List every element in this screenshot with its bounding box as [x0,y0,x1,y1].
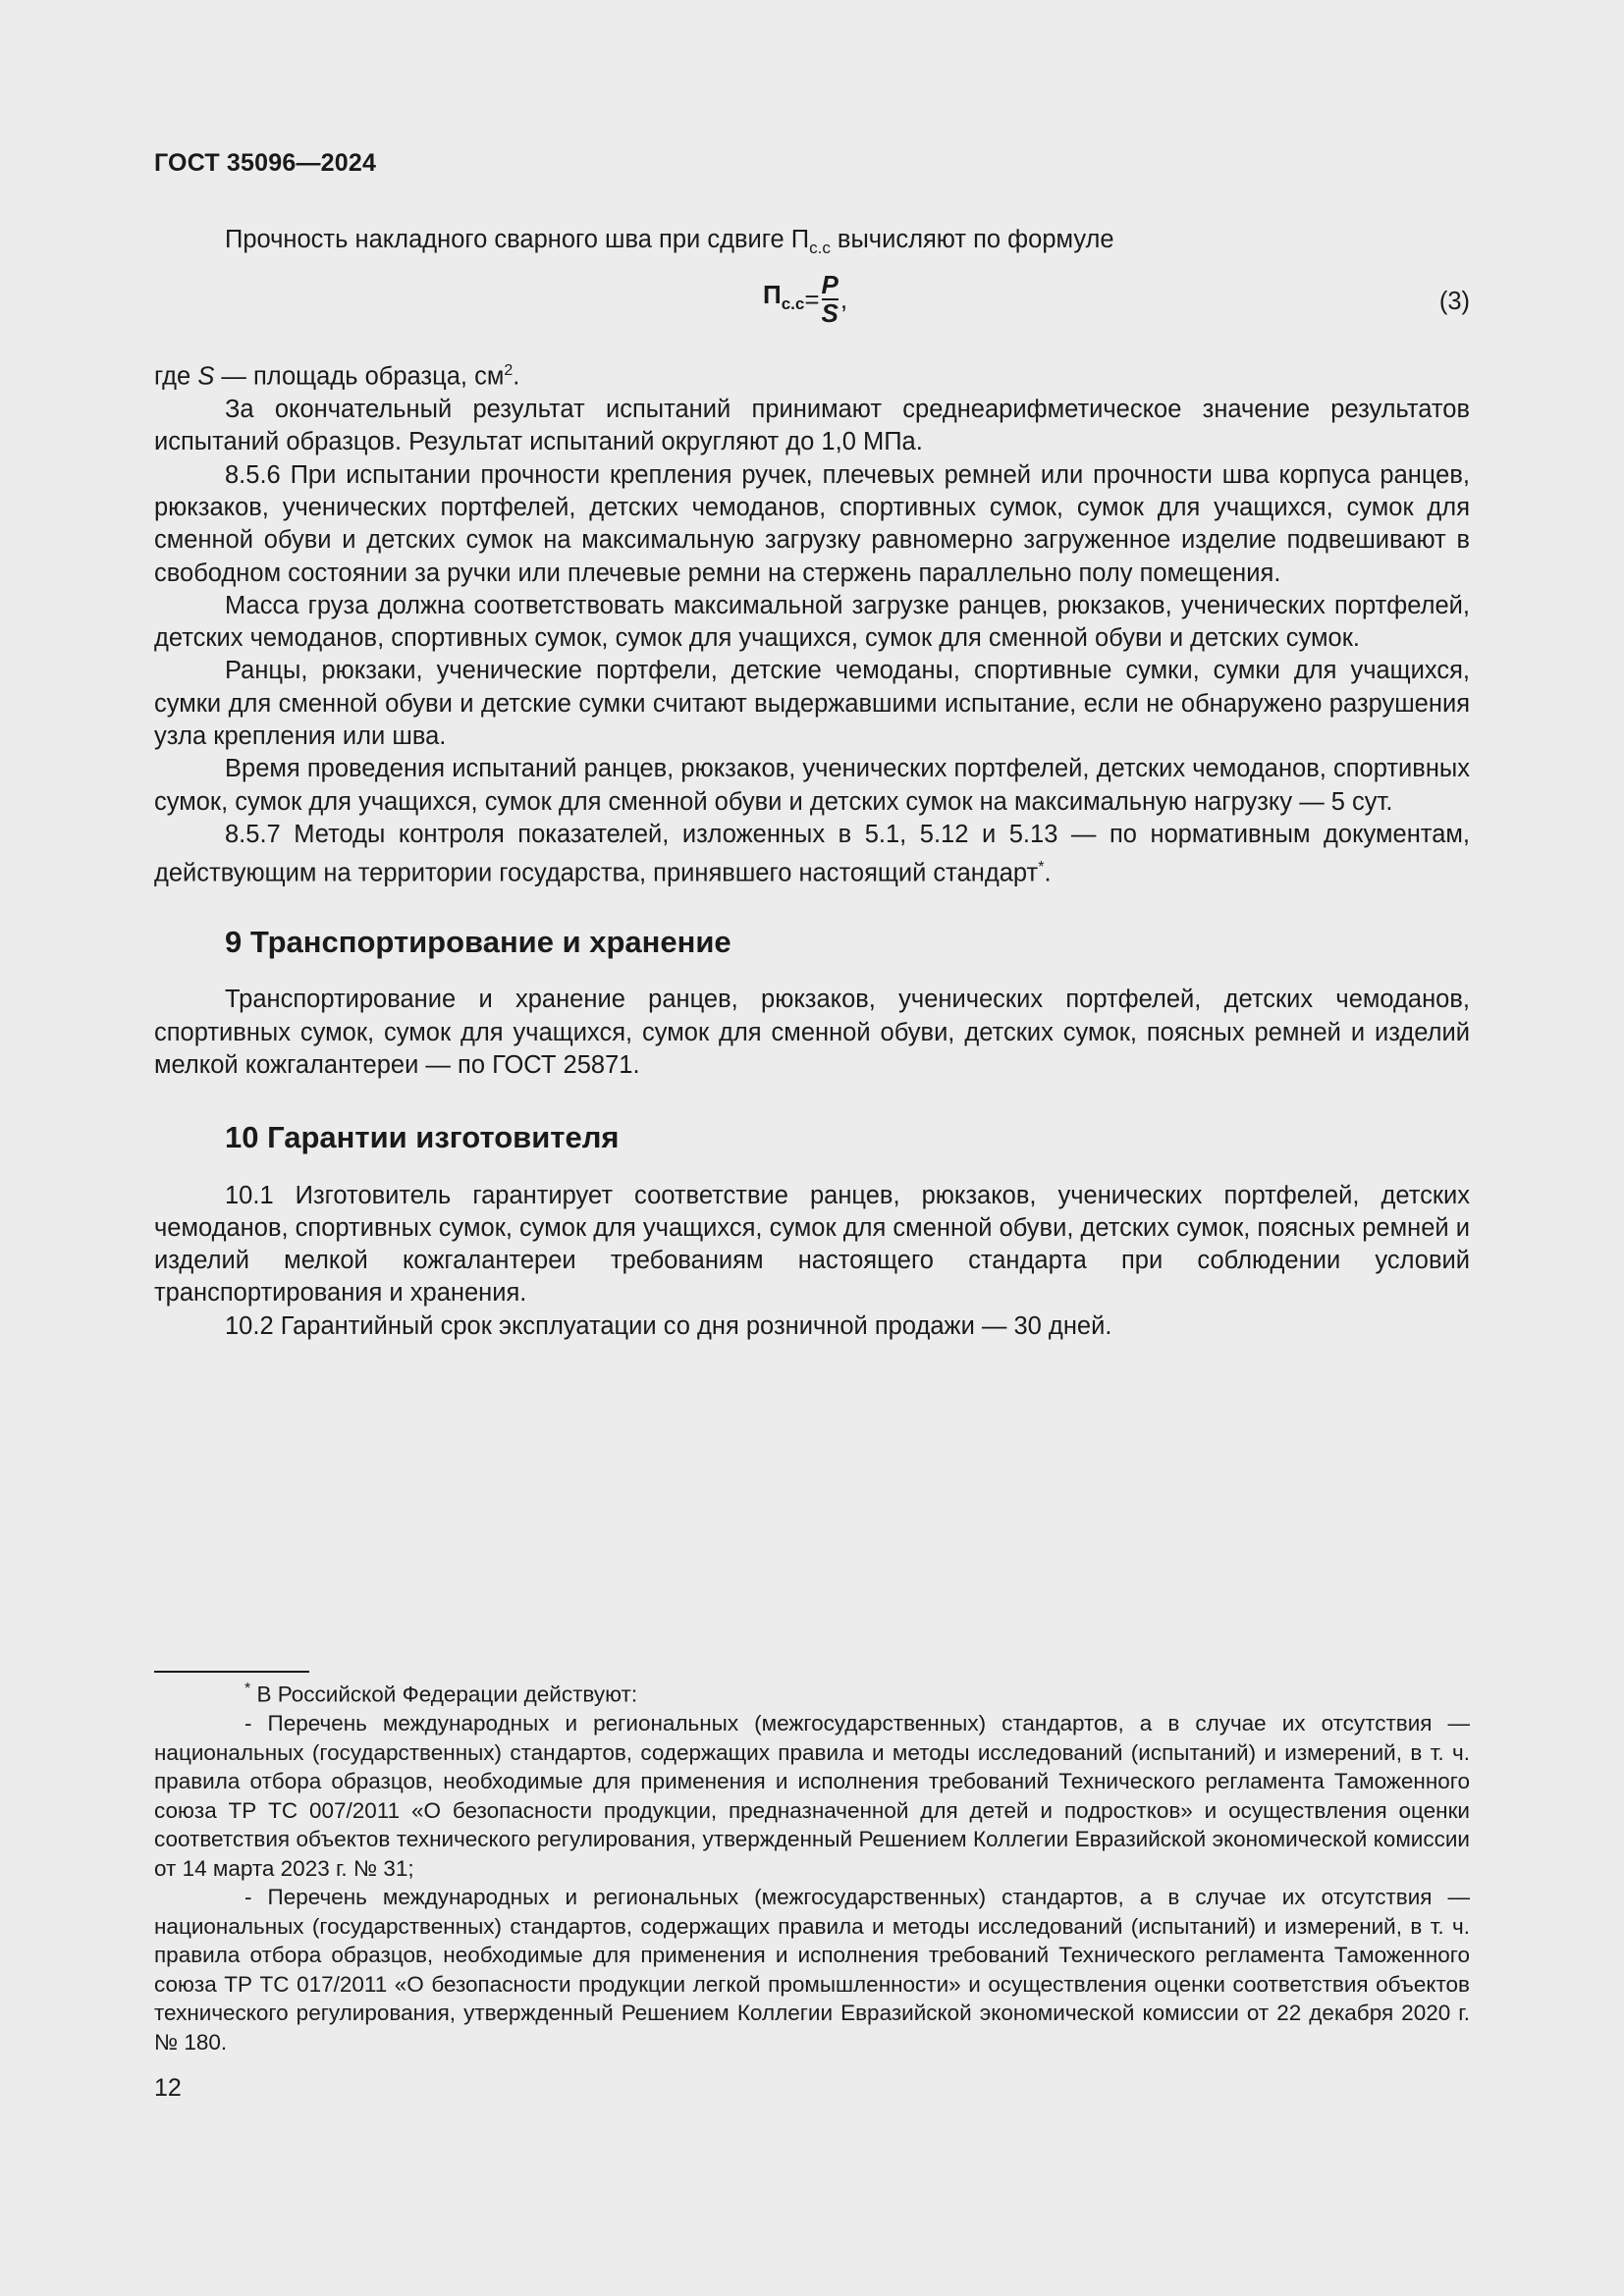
section-10-paragraph-2: 10.2 Гарантийный срок эксплуатации со дня розничной продажи — 30 дней. [225,1311,1112,1340]
section-9-heading: 9 Транспортирование и хранение [225,925,731,960]
formula-subscript: с.с [781,294,805,314]
paragraph-857-end: . [1044,859,1052,887]
formula-numerator: P [821,270,839,300]
paragraph: Масса груза должна соответствовать максимальной загрузке ранцев, рюкзаков, ученических портфелей, детских чемоданов, спортивных сумок, сумок для учащихся, сумок для сменной обуви и детских сумок. [154,591,1470,653]
paragraph-intro [154,224,1470,264]
paragraph-857 [154,819,1470,890]
intro-text-end: вычисляют по формуле [830,226,1114,253]
footnote-lead-text: В Российской Федерации действуют: [250,1682,638,1707]
main-text [154,224,1470,1343]
footnote-separator [154,1671,309,1673]
section-10-heading: 10 Гарантии изготовителя [225,1120,620,1155]
intro-subscript: с.с [809,239,831,257]
formula [763,272,847,327]
where-end: . [513,362,520,391]
footnote-lead [154,1675,1470,1709]
section-9-paragraph: Транспортирование и хранение ранцев, рюкзаков, ученических портфелей, детских чемоданов, спортивных сумок, сумок для учащихся, сумок для сменной обуви, детских сумок, поясных ремней и изделий мелкой кожгалантереи — по ГОСТ 25871. [154,986,1470,1079]
footnote-reference: * [1038,859,1045,877]
equation-number: (3) [1438,288,1470,316]
formula-comma: , [839,284,848,314]
formula-row [154,264,1470,354]
page-number: 12 [154,2074,182,2102]
where-text: — площадь образца, см [214,362,505,391]
intro-text: Прочность накладного сварного шва при сдвиге П [225,226,810,253]
where-prefix: где [154,362,198,391]
paragraph: За окончательный результат испытаний принимают среднеарифметическое значение результатов испытаний образцов. Результат испытаний округляют до 1,0 МПа. [154,396,1470,456]
footnotes [154,1675,1470,2056]
paragraph-857-text: 8.5.7 Методы контроля показателей, изложенных в 5.1, 5.12 и 5.13 — по нормативным документам, действующим на территории государства, принявшего настоящий стандарт [154,820,1470,887]
formula-equals: = [804,284,820,314]
where-variable: S [197,362,215,391]
footnote-item: - Перечень международных и региональных (межгосударственных) стандартов, а в случае их отсутствия — национальных (государственных) стандартов, содержащих правила и методы исследований (испытаний) и измерений, в т. ч. правила отбора образцов, необходимые для применения и исполнения требований Технического регламента Таможенного союза ТР ТС 007/2011 «О безопасности продукции, предназначенной для детей и подростков» и осуществления оценки соответствия объектов технического регулирования, утвержденный Решением Коллегии Евразийской экономической комиссии от 14 марта 2023 г. № 31; [154,1711,1470,1881]
formula-fraction [822,272,839,327]
footnote-mark: * [244,1681,251,1697]
footnote-item: - Перечень международных и региональных (межгосударственных) стандартов, а в случае их отсутствия — национальных (государственных) стандартов, содержащих правила и методы исследований (испытаний) и измерений, в т. ч. правила отбора образцов, необходимые для применения и исполнения требований Технического регламента Таможенного союза ТР ТС 017/2011 «О безопасности продукции легкой промышленности» и осуществления оценки соответствия объектов технического регулирования, утвержденный Решением Коллегии Евразийской экономической комиссии от 22 декабря 2020 г. № 180. [154,1885,1470,2055]
formula-lhs [763,279,804,320]
formula-symbol: П [763,280,782,310]
paragraph: Время проведения испытаний ранцев, рюкзаков, ученических портфелей, детских чемоданов, спортивных сумок, сумок для учащихся, сумок для сменной обуви и детских сумок на максимальную нагрузку — 5 сут. [154,755,1470,816]
where-superscript: 2 [504,362,514,380]
formula-denominator: S [821,298,839,329]
paragraph: 8.5.6 При испытании прочности крепления ручек, плечевых ремней или прочности шва корпуса ранцев, рюкзаков, ученических портфелей, детских чемоданов, спортивных сумок, сумок для учащихся, сумок для сменной обуви и детских сумок на максимальную загрузку равномерно загруженное изделие подвешивают в свободном состоянии за ручки или плечевые ремни на стержень параллельно полу помещения. [154,460,1470,587]
paragraph-where [154,354,1470,394]
section-10-paragraph-1: 10.1 Изготовитель гарантирует соответствие ранцев, рюкзаков, ученических портфелей, детских чемоданов, спортивных сумок, сумок для учащихся, сумок для сменной обуви, детских сумок, поясных ремней и изделий мелкой кожгалантереи требованиям настоящего стандарта при соблюдении условий транспортирования и хранения. [154,1181,1470,1308]
document-header: ГОСТ 35096—2024 [154,149,377,177]
paragraph: Ранцы, рюкзаки, ученические портфели, детские чемоданы, спортивные сумки, сумки для учащихся, сумки для сменной обуви и детские сумки считают выдержавшими испытание, если не обнаружено разрушения узла крепления или шва. [154,657,1470,751]
